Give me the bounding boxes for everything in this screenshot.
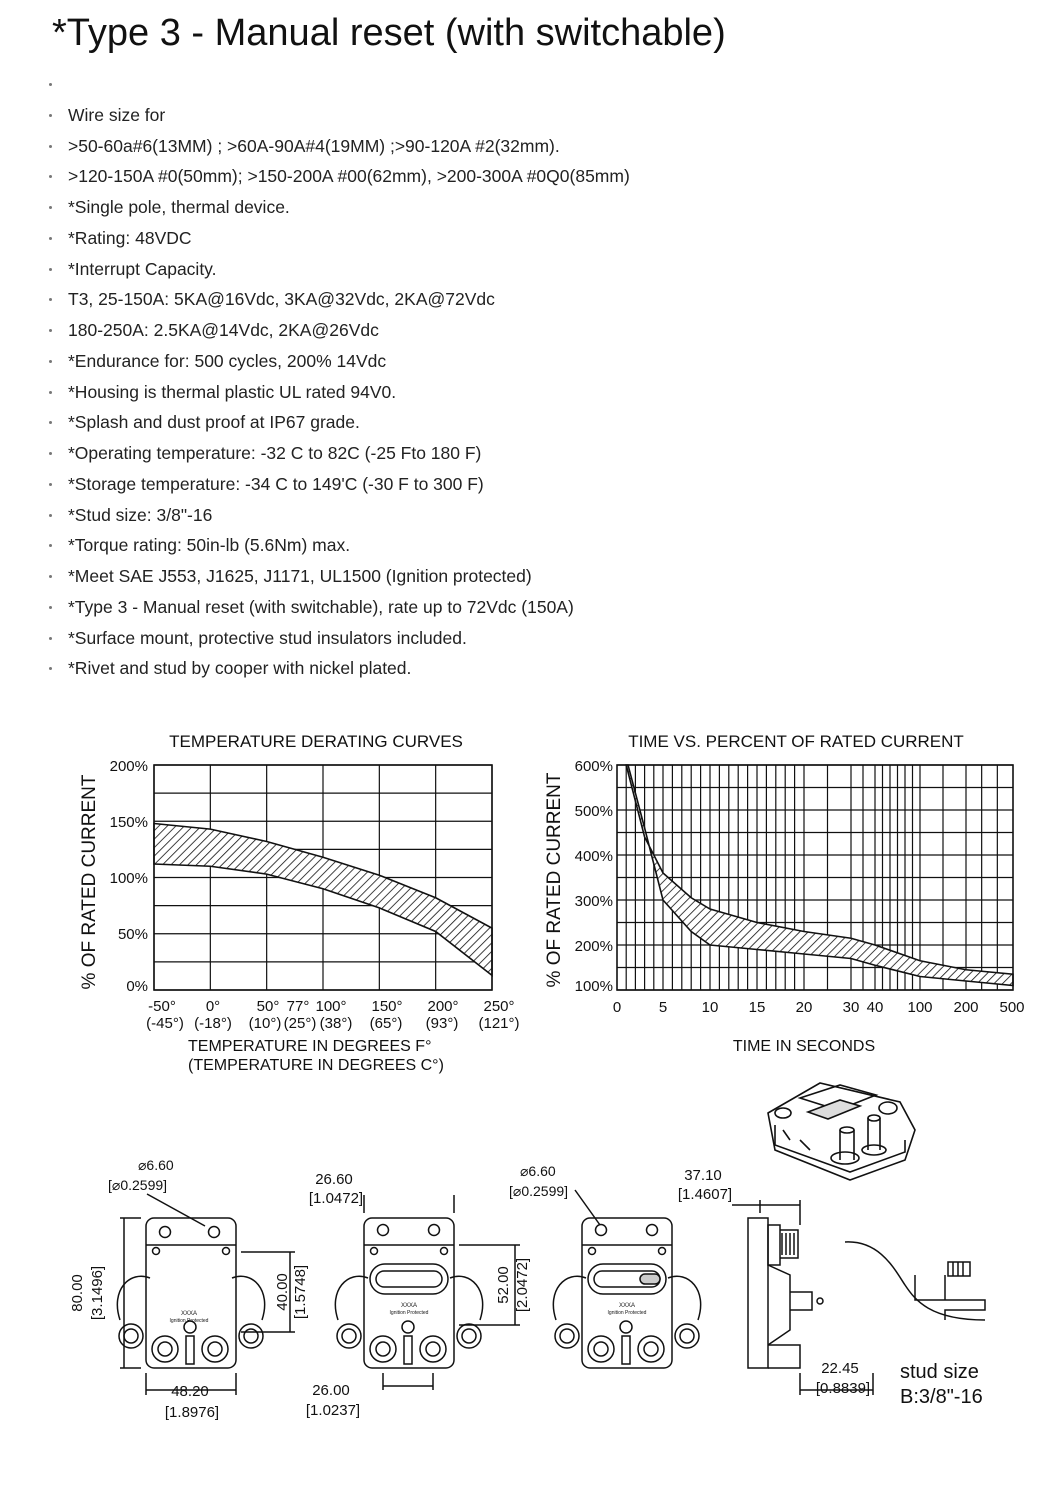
stud-size-label: stud size	[900, 1361, 979, 1383]
chart2-ytick: 300%	[574, 893, 613, 910]
stud-detail	[845, 1242, 985, 1320]
top-width-in: [1.0472]	[308, 1190, 364, 1207]
chart1-ytick: 0%	[126, 978, 148, 995]
chart2-xtick: 500	[999, 999, 1025, 1016]
chart1-ytick: 150%	[109, 814, 148, 831]
width-mm: 48.20	[171, 1383, 209, 1400]
chart1-xtick-f: -50°	[148, 998, 176, 1015]
spec-item: *Endurance for: 500 cycles, 200% 14Vdc	[48, 346, 630, 377]
hole-dia-mm-2: ⌀6.60	[520, 1163, 556, 1179]
hole-dia-in-1: [⌀0.2599]	[108, 1177, 168, 1193]
device-sublabel-3: Ignition Protected	[607, 1310, 647, 1316]
height-mm: 80.00	[69, 1274, 86, 1312]
chart2-ytick: 200%	[574, 938, 613, 955]
chart1-xtick-c: (93°)	[425, 1015, 459, 1032]
body-height-mm: 52.00	[495, 1266, 512, 1304]
spec-item: *Interrupt Capacity.	[48, 254, 630, 285]
spec-item: *Meet SAE J553, J1625, J1171, UL1500 (Ignition protected)	[48, 561, 630, 592]
chart1-ytick: 100%	[109, 870, 148, 887]
chart2-title: TIME VS. PERCENT OF RATED CURRENT	[628, 732, 964, 751]
front-view-3	[553, 1190, 700, 1368]
chart1-xlabel: TEMPERATURE IN DEGREES F°	[188, 1038, 432, 1055]
chart2-xtick: 0	[612, 999, 622, 1016]
chart2-xtick: 200	[953, 999, 979, 1016]
spec-item: T3, 25-150A: 5KA@16Vdc, 3KA@32Vdc, 2KA@72Vdc	[48, 284, 630, 315]
stud-spacing-in: [1.0237]	[305, 1402, 361, 1419]
chart1-xtick-c: (38°)	[319, 1015, 353, 1032]
spec-item: *Rivet and stud by cooper with nickel plated.	[48, 653, 630, 684]
top-width-mm: 26.60	[315, 1171, 353, 1188]
chart1-ytick: 50%	[117, 926, 148, 943]
chart2-ytick: 400%	[574, 848, 613, 865]
chart2-ytick: 600%	[574, 758, 613, 775]
chart1-xtick-f: 77°	[286, 998, 310, 1015]
spec-item: *Splash and dust proof at IP67 grade.	[48, 407, 630, 438]
chart1-ytick: 200%	[109, 758, 148, 775]
chart1-xtick-f: 250°	[483, 998, 515, 1015]
chart1-xtick-c: (121°)	[478, 1015, 520, 1032]
chart2-xtick: 100	[907, 999, 933, 1016]
chart2-grid	[617, 765, 1013, 990]
isometric-breaker-drawing	[768, 1083, 915, 1180]
chart1-xtick-c: (10°)	[248, 1015, 282, 1032]
device-label-3: XXXA	[618, 1303, 636, 1309]
side-depth-in: [0.8839]	[815, 1380, 871, 1397]
spec-item: >50-60a#6(13MM) ; >60A-90A#4(19MM) ;>90-120A #2(32mm).	[48, 131, 630, 162]
device-sublabel-2: Ignition Protected	[389, 1310, 429, 1316]
chart2-ytick: 100%	[574, 978, 613, 995]
chart1-title: TEMPERATURE DERATING CURVES	[169, 732, 463, 751]
chart2-ytick: 500%	[574, 803, 613, 820]
spec-item: *Stud size: 3/8"-16	[48, 500, 630, 531]
spec-item: *Rating: 48VDC	[48, 223, 630, 254]
spec-item: Wire size for	[48, 100, 630, 131]
spec-item: *Surface mount, protective stud insulators included.	[48, 623, 630, 654]
chart1-xtick-f: 50°	[256, 998, 280, 1015]
chart1-xtick-f: 200°	[427, 998, 459, 1015]
inner-height-in: [1.5748]	[292, 1264, 309, 1320]
chart2-xtick: 30	[842, 999, 860, 1016]
chart1-xtick-f: 100°	[315, 998, 347, 1015]
width-in: [1.8976]	[164, 1404, 220, 1421]
temperature-derating-chart	[79, 732, 520, 1074]
spec-item: *Type 3 - Manual reset (with switchable), rate up to 72Vdc (150A)	[48, 592, 630, 623]
chart2-xtick: 10	[701, 999, 719, 1016]
chart1-xlabel-celsius: (TEMPERATURE IN DEGREES C°)	[188, 1057, 444, 1074]
chart1-xtick-f: 150°	[371, 998, 403, 1015]
spec-item: *Single pole, thermal device.	[48, 192, 630, 223]
chart1-xtick-c: (65°)	[369, 1015, 403, 1032]
spec-item: *Storage temperature: -34 C to 149'C (-30 F to 300 F)	[48, 469, 630, 500]
chart2-xtick: 20	[795, 999, 813, 1016]
spec-item: *Operating temperature: -32 C to 82C (-25 Fto 180 F)	[48, 438, 630, 469]
device-label-1: XXXA	[180, 1311, 198, 1317]
device-sublabel-1: Ignition Protected	[169, 1318, 209, 1324]
body-height-in: [2.0472]	[514, 1257, 531, 1313]
spec-item: 180-250A: 2.5KA@14Vdc, 2KA@26Vdc	[48, 315, 630, 346]
front-view-2	[335, 1195, 520, 1390]
chart2-trip-band	[626, 765, 1013, 986]
spec-item: >120-150A #0(50mm); >150-200A #00(62mm), >200-300A #0Q0(85mm)	[48, 161, 630, 192]
stud-spacing-mm: 26.00	[312, 1382, 350, 1399]
stud-size-value: B:3/8"-16	[900, 1386, 983, 1408]
chart1-xtick-c: (-45°)	[146, 1015, 184, 1032]
inner-height-mm: 40.00	[274, 1273, 291, 1311]
chart2-xtick: 40	[866, 999, 884, 1016]
chart2-xtick: 5	[658, 999, 668, 1016]
hole-dia-mm-1: ⌀6.60	[138, 1157, 174, 1173]
spec-item: *Torque rating: 50in-lb (5.6Nm) max.	[48, 530, 630, 561]
depth-in: [1.4607]	[677, 1186, 733, 1203]
depth-mm: 37.10	[684, 1167, 722, 1184]
side-depth-mm: 22.45	[821, 1360, 859, 1377]
hole-dia-in-2: [⌀0.2599]	[509, 1183, 569, 1199]
chart1-xtick-c: (-18°)	[194, 1015, 232, 1032]
chart1-ylabel: % OF RATED CURRENT	[79, 774, 100, 990]
front-view-1	[117, 1194, 295, 1395]
chart2-ylabel: % OF RATED CURRENT	[544, 772, 565, 988]
spec-item: *Housing is thermal plastic UL rated 94V0.	[48, 377, 630, 408]
page-title: *Type 3 - Manual reset (with switchable)	[52, 12, 726, 54]
chart2-xtick: 15	[748, 999, 766, 1016]
device-label-2: XXXA	[400, 1303, 418, 1309]
chart2-xlabel: TIME IN SECONDS	[732, 1038, 876, 1055]
chart1-xtick-c: (25°)	[283, 1015, 317, 1032]
chart1-xtick-f: 0°	[205, 998, 221, 1015]
height-in: [3.1496]	[89, 1265, 106, 1321]
time-current-chart	[544, 732, 1025, 1055]
